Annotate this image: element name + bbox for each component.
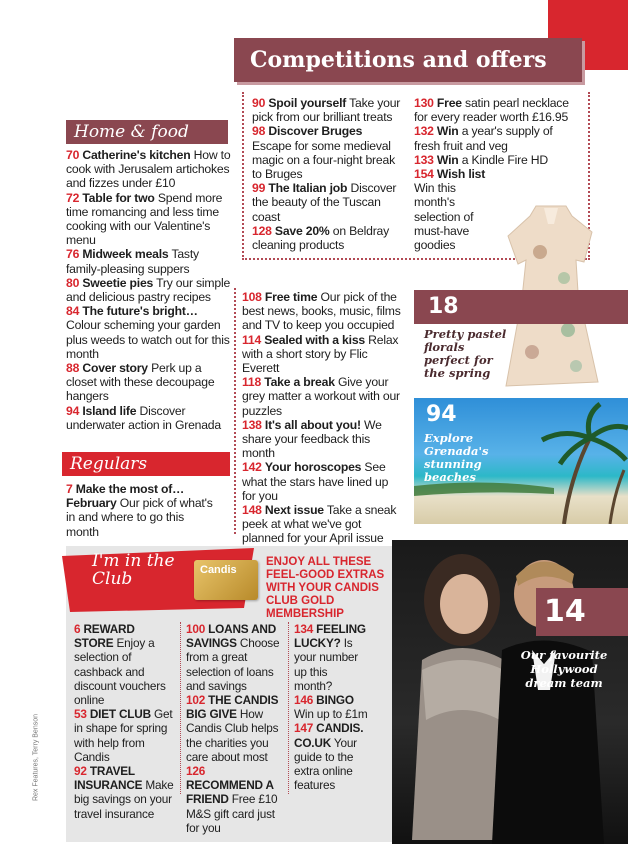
list-item[interactable]	[242, 418, 404, 461]
list-item[interactable]	[66, 191, 232, 248]
item-title: Cover story	[82, 361, 148, 376]
page-number: 72	[66, 190, 80, 205]
feature-14-number: 14	[544, 594, 586, 629]
page-number: 76	[66, 247, 80, 262]
list-item[interactable]	[66, 247, 232, 275]
item-title: FEELING LUCKY?	[294, 622, 366, 651]
card-label: Candis	[200, 564, 237, 576]
item-text: Take a sneak peek at what we've got planned for your April issue	[242, 503, 397, 546]
item-title: Spoil yourself	[268, 96, 347, 110]
item-title: RECOMMEND A FRIEND	[186, 778, 274, 807]
page-number: 92	[74, 764, 87, 779]
list-item[interactable]	[74, 622, 174, 707]
item-text: How Candis Club helps the charities you care about most	[186, 707, 279, 764]
item-text: How to cook with Jerusalem artichokes and fizzes under £10	[66, 148, 231, 191]
item-text: See what the stars have lined up for you	[242, 460, 389, 503]
middle-list	[242, 290, 404, 546]
page-number: 128	[252, 223, 272, 238]
club-col-2	[186, 622, 282, 835]
club-banner-title: I'm in the Club	[92, 551, 175, 589]
divider	[234, 288, 237, 534]
feature-14-caption: Our favourite Hollywood dream team	[520, 648, 608, 690]
item-text: Enjoy a selection of cashback and discount vouchers online	[74, 636, 166, 708]
item-title: It's all about you!	[264, 417, 361, 432]
item-title: Win	[436, 152, 459, 167]
item-text: a year's supply of fresh fruit and veg	[414, 124, 553, 153]
regulars-list	[66, 482, 218, 539]
page-number: 6	[74, 622, 81, 636]
club-col-3	[294, 622, 368, 792]
item-text: Our pick of the best news, books, music, films and TV to keep you occupied	[242, 290, 401, 333]
page-number: 118	[242, 375, 262, 390]
page-number: 126	[186, 764, 206, 779]
item-title: Win	[436, 124, 459, 139]
item-text: Free £10 M&S gift card just for you	[186, 792, 278, 835]
home-food-heading: Home & food	[66, 120, 228, 144]
page-number: 142	[242, 460, 262, 475]
item-title: Wish list	[436, 167, 486, 182]
list-item[interactable]	[252, 181, 402, 224]
item-text: Make big savings on your travel insurance	[74, 778, 174, 821]
item-title: The Italian job	[268, 181, 348, 196]
item-title: Discover Bruges	[268, 124, 363, 139]
item-title: LOANS AND SAVINGS	[186, 622, 277, 651]
item-title: Sweetie pies	[82, 275, 154, 290]
list-item[interactable]	[252, 96, 402, 124]
item-title: BINGO	[316, 693, 354, 708]
item-text: Try our simple and delicious pastry recipes	[66, 275, 231, 305]
couple-photo-icon	[392, 540, 628, 844]
list-item[interactable]	[186, 764, 282, 835]
list-item[interactable]	[414, 96, 574, 124]
item-text: Our pick of what's in and where to go this month	[66, 496, 213, 539]
list-item[interactable]	[414, 153, 574, 167]
item-text: Take your pick from our brilliant treats	[252, 96, 401, 125]
item-title: Table for two	[82, 190, 155, 205]
page-number: 148	[242, 503, 262, 518]
item-title: Free time	[264, 290, 318, 304]
list-item[interactable]	[66, 404, 232, 432]
page-number: 94	[66, 403, 80, 418]
feature-94-number: 94	[426, 402, 457, 427]
item-title: Sealed with a kiss	[264, 332, 365, 347]
list-item[interactable]	[242, 290, 404, 333]
page-number: 133	[414, 152, 434, 167]
page-number: 132	[414, 124, 434, 139]
list-item[interactable]	[74, 764, 174, 821]
page-number: 108	[242, 290, 262, 304]
item-text: satin pearl necklace for every reader worth £16.95	[414, 96, 569, 125]
celebrity-photo	[392, 540, 628, 844]
list-item[interactable]	[414, 124, 574, 152]
feature-18-caption: Pretty pastel florals perfect for the spring	[424, 327, 507, 380]
home-food-list	[66, 148, 232, 432]
page-number: 88	[66, 361, 80, 376]
list-item[interactable]	[186, 693, 282, 764]
item-text: a Kindle Fire HD	[458, 152, 548, 167]
page-number: 102	[186, 693, 206, 708]
page-number: 130	[414, 96, 434, 110]
item-text: Get in shape for spring with help from Candis	[74, 707, 173, 764]
page-number: 114	[242, 332, 262, 347]
photo-credit: Rex Features, Terry Benson	[32, 713, 40, 802]
item-title: REWARD STORE	[74, 622, 135, 651]
list-item[interactable]	[242, 375, 404, 418]
item-title: Take a break	[264, 375, 335, 390]
list-item[interactable]	[294, 622, 368, 693]
item-text: Escape for some medieval magic on a four-night break to Bruges	[252, 138, 395, 182]
list-item[interactable]	[252, 224, 402, 252]
list-item[interactable]	[294, 721, 368, 792]
item-text: Win up to £1m	[294, 707, 368, 722]
page-number: 100	[186, 622, 206, 636]
regulars-heading: Regulars	[62, 452, 230, 476]
item-text: Your guide to the extra online features	[294, 735, 357, 793]
list-item[interactable]	[66, 482, 218, 539]
membership-card	[194, 560, 258, 600]
item-title: The future's bright…	[82, 304, 198, 319]
page-number: 7	[66, 482, 73, 496]
item-text: Is your number up this month?	[294, 636, 359, 693]
item-title: Midweek meals	[82, 247, 169, 262]
list-item[interactable]	[242, 460, 404, 503]
list-item[interactable]	[252, 124, 402, 181]
page-number: 53	[74, 707, 87, 722]
item-title: Make the most of… February	[66, 482, 185, 511]
item-title: DIET CLUB	[89, 707, 151, 722]
competitions-left-list	[252, 96, 402, 252]
page-number: 138	[242, 417, 262, 432]
item-text: Win this month's selection of must-have goodies	[414, 181, 474, 253]
item-text: Spend more time romancing and less time cooking with our Valentine's menu	[66, 190, 223, 248]
item-title: THE CANDIS BIG GIVE	[186, 693, 279, 722]
club-col-1	[74, 622, 174, 821]
item-title: Island life	[82, 403, 137, 418]
page-title: Competitions and offers	[234, 38, 582, 82]
item-title: Your horoscopes	[264, 460, 362, 475]
feature-94-caption: Explore Grenada's stunning beaches	[424, 431, 489, 484]
item-text: Discover the beauty of the Tuscan coast	[252, 181, 397, 224]
page-number: 90	[252, 96, 266, 110]
item-text: Tasty family-pleasing suppers	[66, 247, 199, 276]
item-title: Next issue	[264, 503, 324, 518]
page-number: 99	[252, 181, 266, 196]
list-item[interactable]	[66, 304, 232, 361]
list-item[interactable]	[66, 361, 232, 404]
page-number: 146	[294, 693, 314, 708]
item-text: We share your feedback this month	[242, 417, 382, 461]
page-number: 80	[66, 275, 80, 290]
item-text: Colour scheming your garden plus weeds to watch out for this month	[66, 318, 230, 361]
item-title: CANDIS. CO.UK	[294, 721, 364, 750]
item-text: Give your grey matter a workout with our puzzles	[242, 375, 400, 418]
list-item[interactable]	[186, 622, 282, 693]
list-item[interactable]	[294, 693, 368, 721]
divider	[288, 622, 290, 794]
page-number: 84	[66, 304, 80, 319]
item-title: TRAVEL INSURANCE	[74, 764, 143, 793]
item-title: Save 20%	[274, 223, 330, 238]
list-item[interactable]	[66, 276, 232, 304]
page-number: 70	[66, 148, 80, 162]
item-text: on Beldray cleaning products	[252, 223, 390, 253]
list-item[interactable]	[242, 503, 404, 546]
list-item[interactable]	[242, 333, 404, 376]
item-title: Catherine's kitchen	[82, 148, 191, 162]
list-item[interactable]	[66, 148, 232, 191]
divider	[180, 622, 182, 794]
item-title: Free	[436, 96, 462, 110]
club-promo: ENJOY ALL THESE FEEL-GOOD EXTRAS WITH YOUR CANDIS CLUB GOLD MEMBERSHIP	[266, 556, 385, 620]
feature-18-number: 18	[428, 294, 459, 319]
item-text: Perk up a closet with these decoupage hangers	[66, 361, 215, 404]
page-number: 134	[294, 622, 314, 636]
page-number: 98	[252, 124, 266, 139]
page-number: 154	[414, 167, 434, 182]
list-item[interactable]	[414, 167, 490, 252]
list-item[interactable]	[74, 707, 174, 764]
item-text: Discover underwater action in Grenada	[66, 403, 221, 432]
page-number: 147	[294, 721, 314, 736]
item-text: Relax with a short story by Flic Everett	[242, 332, 399, 376]
item-text: Choose from a great selection of loans and savings	[186, 636, 280, 693]
